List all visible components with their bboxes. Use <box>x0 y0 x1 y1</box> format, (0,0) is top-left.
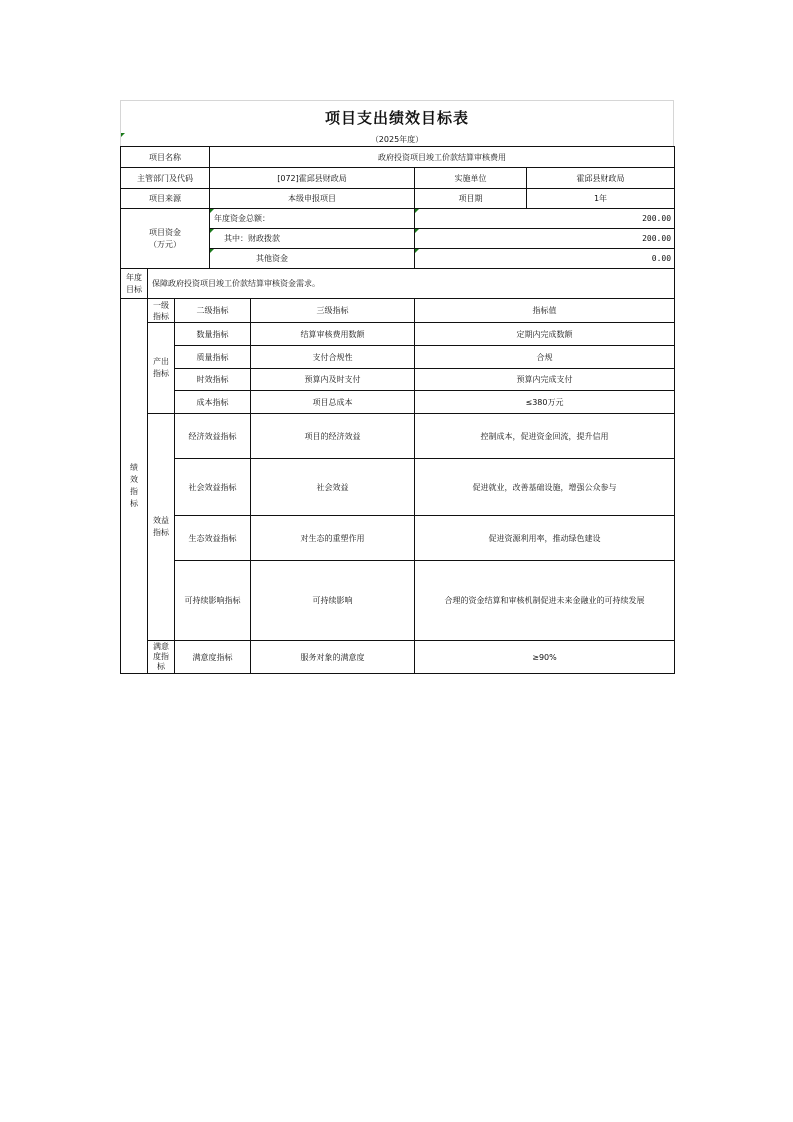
ind-level2: 成本指标 <box>175 391 251 414</box>
perf-label-text: 绩效指标 <box>130 463 138 508</box>
value-other <box>415 249 675 269</box>
ind-level2: 数量指标 <box>175 323 251 346</box>
group-output-text: 产出指标 <box>153 357 169 378</box>
ind-value: 促进资源利用率，推动绿色建设 <box>415 516 675 561</box>
value-department: [072]霍邱县财政局 <box>210 168 415 189</box>
label-period: 项目期 <box>415 189 527 209</box>
header-level2: 二级指标 <box>175 299 251 323</box>
cell-marker-icon <box>415 249 419 253</box>
value-annual-goal: 保障政府投资项目竣工价款结算审核资金需求。 <box>148 269 675 299</box>
ind-level2: 时效指标 <box>175 369 251 391</box>
ind-value: 定期内完成数额 <box>415 323 675 346</box>
ind-level3: 结算审核费用数额 <box>251 323 415 346</box>
other-value: 0.00 <box>651 254 672 263</box>
year-label: （2025年度） <box>370 135 424 144</box>
ind-level3: 社会效益 <box>251 459 415 516</box>
value-fiscal <box>415 229 675 249</box>
value-project-name: 政府投资项目竣工价款结算审核费用 <box>210 147 675 168</box>
sheet-title: 项目支出绩效目标表 <box>120 100 674 133</box>
ind-value: ≥90% <box>415 641 675 674</box>
performance-target-sheet <box>120 100 674 674</box>
group-satisfaction-text: 满意度指标 <box>153 642 169 671</box>
group-benefit <box>148 414 175 641</box>
ind-level3: 对生态的重塑作用 <box>251 516 415 561</box>
ind-level2: 生态效益指标 <box>175 516 251 561</box>
level1-text: 一级指标 <box>153 300 169 321</box>
cell-marker-icon <box>415 229 419 233</box>
ind-value: 预算内完成支付 <box>415 369 675 391</box>
value-annual-total <box>415 209 675 229</box>
ind-level3: 服务对象的满意度 <box>251 641 415 674</box>
cell-marker-icon <box>210 229 214 233</box>
ind-value: 合理的资金结算和审核机制促进未来金融业的可持续发展 <box>415 561 675 641</box>
ind-level2: 质量指标 <box>175 346 251 369</box>
ind-level2: 满意度指标 <box>175 641 251 674</box>
label-fiscal <box>210 229 415 249</box>
value-source: 本级申报项目 <box>210 189 415 209</box>
fiscal-value: 200.00 <box>642 234 672 243</box>
funds-label-text: 项目资金 （万元） <box>149 227 181 249</box>
fiscal-text: 其中：财政拨款 <box>224 234 281 243</box>
other-text: 其他资金 <box>256 254 289 263</box>
annual-total-value: 200.00 <box>642 214 672 223</box>
header-value: 指标值 <box>415 299 675 323</box>
ind-level3: 支付合规性 <box>251 346 415 369</box>
sheet-year <box>120 133 674 146</box>
label-impl-unit: 实施单位 <box>415 168 527 189</box>
ind-value: 促进就业，改善基础设施，增强公众参与 <box>415 459 675 516</box>
group-output <box>148 323 175 414</box>
label-source: 项目来源 <box>121 189 210 209</box>
group-benefit-text: 效益指标 <box>153 516 169 537</box>
ind-value: ≤380万元 <box>415 391 675 414</box>
annual-total-text: 年度资金总额： <box>214 214 271 223</box>
ind-value: 控制成本，促进资金回流，提升信用 <box>415 414 675 459</box>
header-level3: 三级指标 <box>251 299 415 323</box>
cell-marker-icon <box>210 209 214 213</box>
target-table <box>120 146 675 674</box>
ind-level3: 预算内及时支付 <box>251 369 415 391</box>
label-perf <box>121 299 148 674</box>
label-project-name: 项目名称 <box>121 147 210 168</box>
group-satisfaction <box>148 641 175 674</box>
cell-marker-icon <box>121 133 125 137</box>
ind-level3: 可持续影响 <box>251 561 415 641</box>
label-annual-total <box>210 209 415 229</box>
ind-level3: 项目的经济效益 <box>251 414 415 459</box>
value-period: 1年 <box>527 189 675 209</box>
label-other <box>210 249 415 269</box>
cell-marker-icon <box>415 209 419 213</box>
label-annual-goal <box>121 269 148 299</box>
ind-level3: 项目总成本 <box>251 391 415 414</box>
value-impl-unit: 霍邱县财政局 <box>527 168 675 189</box>
ind-value: 合规 <box>415 346 675 369</box>
annual-goal-label-text: 年度目标 <box>126 272 142 294</box>
label-department: 主管部门及代码 <box>121 168 210 189</box>
ind-level2: 可持续影响指标 <box>175 561 251 641</box>
header-level1 <box>148 299 175 323</box>
label-funds <box>121 209 210 269</box>
cell-marker-icon <box>210 249 214 253</box>
ind-level2: 经济效益指标 <box>175 414 251 459</box>
ind-level2: 社会效益指标 <box>175 459 251 516</box>
